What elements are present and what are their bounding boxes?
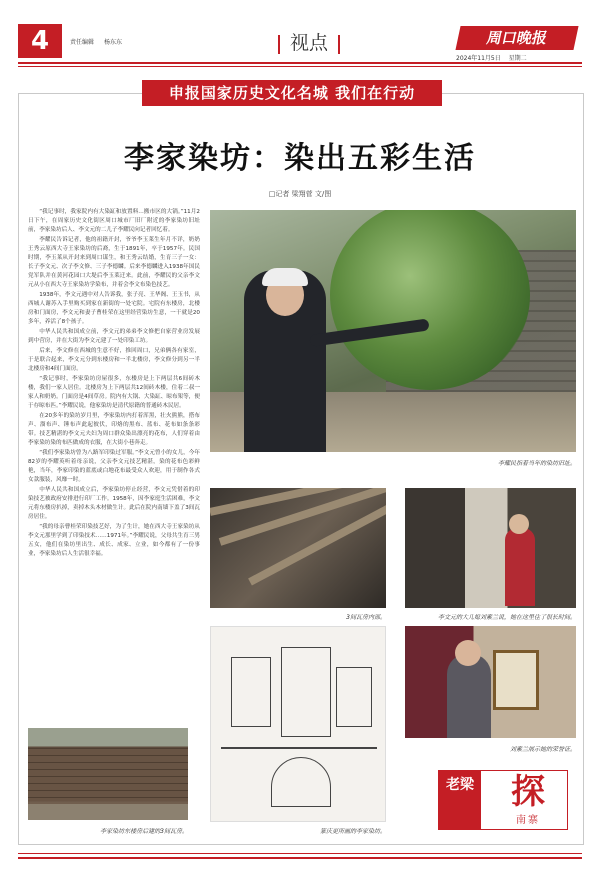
main-photo [210, 210, 576, 452]
article-body [28, 208, 200, 721]
paragraph: 中华人民共和国成立后，李家染坊停止经营，李文元凭借着的印染技艺被政府安排进行印厂工作。1958年，因李家庭生活困难，李文元将东楼房扒掉，卖掉木头木材做生计。此后在院内南墙下盖了3间瓦房居住。 [28, 487, 200, 520]
paragraph: 后来，李文修在西城的生意不好，推回周口，兄弟俩各有家室，于是联合起来，李文元分到东楼房和一半北楼房，李文修分到另一半北楼房和4间门面房。 [28, 348, 200, 372]
paragraph: 在20多年的染坊岁月里，李家染坊内打着浑黑，壮火熊熊，搭布声、溜布声、锤布声此起彼伏，印烙的黑布、蓝布、花布如条条彩带。技艺精湛的李文元夫妇为周口群众染出漂亮的花布，人们穿着由李家染坊染的布匹做成的衣服，在大街小巷奔走。 [28, 413, 200, 446]
section-title [268, 28, 350, 55]
editor-label: 责任编辑 [70, 39, 95, 46]
editor-name: 杨东东 [103, 39, 122, 46]
caption-sketch: 篆庆更所画的李家染坊。 [319, 828, 386, 835]
paragraph: “我记事时，我家院内有大染缸和放置料…搬市区的大锅。”11月2日下午，在周家历史文化街区周口城市厂旧厂附近的李家染坊旧址前，李家染坊后人、李文元的二儿子李耀民向记者回忆着。 [28, 209, 200, 233]
article-byline: □记者 梁翔菅 文/图 [268, 190, 332, 198]
paragraph: 李耀民告诉记者，他的祖籍开封，爷爷李玉莱生年月不详，奶奶王秀云原西大寺王家染坊的后裔，生于1891年，卒于1957年。民国时期，李玉莱从开封来到周口谋生，和王秀云结婚，生育三子一女：长子李文元、次子李文修、三子李德麟。后来李德麟进入1938年国民党军队并在黄河花园口大堤后李玉莱迁来。此前，李耀民的父亲李文元从小在西大寺王家染坊学染布，并着会李文布染色技艺。 [28, 237, 200, 288]
newspaper-logo: 周口晚报 [455, 26, 578, 50]
elderly-woman-figure [447, 654, 491, 738]
section-divider-left [278, 35, 280, 54]
caption-beams: 3间瓦房内部。 [346, 614, 386, 621]
footer-rule-thick [18, 857, 582, 859]
beam [219, 488, 386, 546]
caption-house: 李家染坊东楼房后建的3间瓦房。 [100, 828, 188, 835]
elderly-woman-head [455, 640, 481, 666]
interior-beams-photo [210, 488, 386, 608]
campaign-banner: 申报国家历史文化名城 我们在行动 [142, 80, 442, 106]
beam [248, 503, 386, 585]
paragraph: “我的母亲曹桂荣印染技艺好，为了生计，她在西大寺王家染坊从李文元那里学到了印染技术……1971年。”李耀民说，父母共生育三男五女，他们在染坊里出生、成长、成家、立业，如今都有了一份事业，李家染坊后人生活很幸福。 [28, 524, 200, 557]
man-cap [262, 268, 308, 286]
brick-wall [28, 748, 188, 804]
caption-door: 李文元的大儿媳刘素兰说，她在这里住了很长时间。 [437, 614, 576, 621]
issue-date: 2024年11月5日 [456, 55, 501, 62]
paragraph: 1938年，李文元遇中对人告诉我，张子亮、王华阁、王玉书，从西城人谢苏入手里购买到家在新街的一处宅院。宅院有东楼房，北楼房和门面房，李文元和妻子曹桂荣在这里经营染坊生意，一干就是20多年，养活了8个孩子。 [28, 292, 200, 325]
section-label: 视点 [290, 32, 329, 54]
column-logo [438, 770, 568, 830]
section-divider-right [338, 35, 340, 54]
header-rule [18, 62, 582, 64]
caption-cert: 刘素兰展示她的荣誉证。 [509, 746, 576, 753]
page-number: 4 [18, 24, 62, 58]
certificate-frame [493, 650, 539, 710]
paragraph: “我记事时，李家染坊房屋很多，东楼房是上下两层共6间砖木楼，我们一家人居住。北楼房为上下两层共12间砖木楼，住着二叔一家人和奶奶。门面房是4间草房。院内有大锅、大染缸、晾布架等，便于存晾布匹。”李耀民说，他家染坊是清代原籍的普通砖木民居。 [28, 376, 200, 409]
dateline [456, 53, 533, 62]
woman-head [509, 514, 529, 534]
sketch-illustration [210, 626, 386, 822]
sketch-building [336, 667, 372, 727]
column-logo-sub: 南寨 [516, 815, 540, 826]
sketch-building [231, 657, 271, 727]
doorway-photo [405, 488, 576, 608]
paragraph: “我们李家染坊曾为八路军印染过军服。”李文元曾小的女儿，今年82岁的李耀英听着母亲说，父亲李文元技艺精湛，染的花布色彩鲜艳，当年，李家印染的蓝底或白地花布最受众人欢迎，用于制作各式女款服装，风靡一时。 [28, 450, 200, 483]
woman-figure [505, 528, 535, 606]
column-logo-main: 探 [511, 772, 545, 812]
caption-main: 李耀民指着当年的染坊旧址。 [497, 460, 576, 467]
column-logo-left: 老梁 [439, 771, 481, 829]
sketch-street-line [221, 747, 377, 749]
header-rule-thin [18, 66, 582, 67]
sketch-building [281, 647, 331, 737]
paragraph: 中华人民共和国成立前，李文元的弟弟李文修把自家营业房发展到中营房，并在大街为李文元建了一处印染工坊。 [28, 329, 200, 344]
issue-weekday: 星期二 [508, 55, 527, 62]
footer-rule [18, 853, 582, 854]
article-headline: 李家染坊：染出五彩生活 [124, 141, 476, 176]
tile-house-photo [28, 728, 188, 820]
editor-credit [70, 37, 130, 46]
certificate-photo [405, 626, 576, 738]
sketch-gate [271, 757, 331, 807]
